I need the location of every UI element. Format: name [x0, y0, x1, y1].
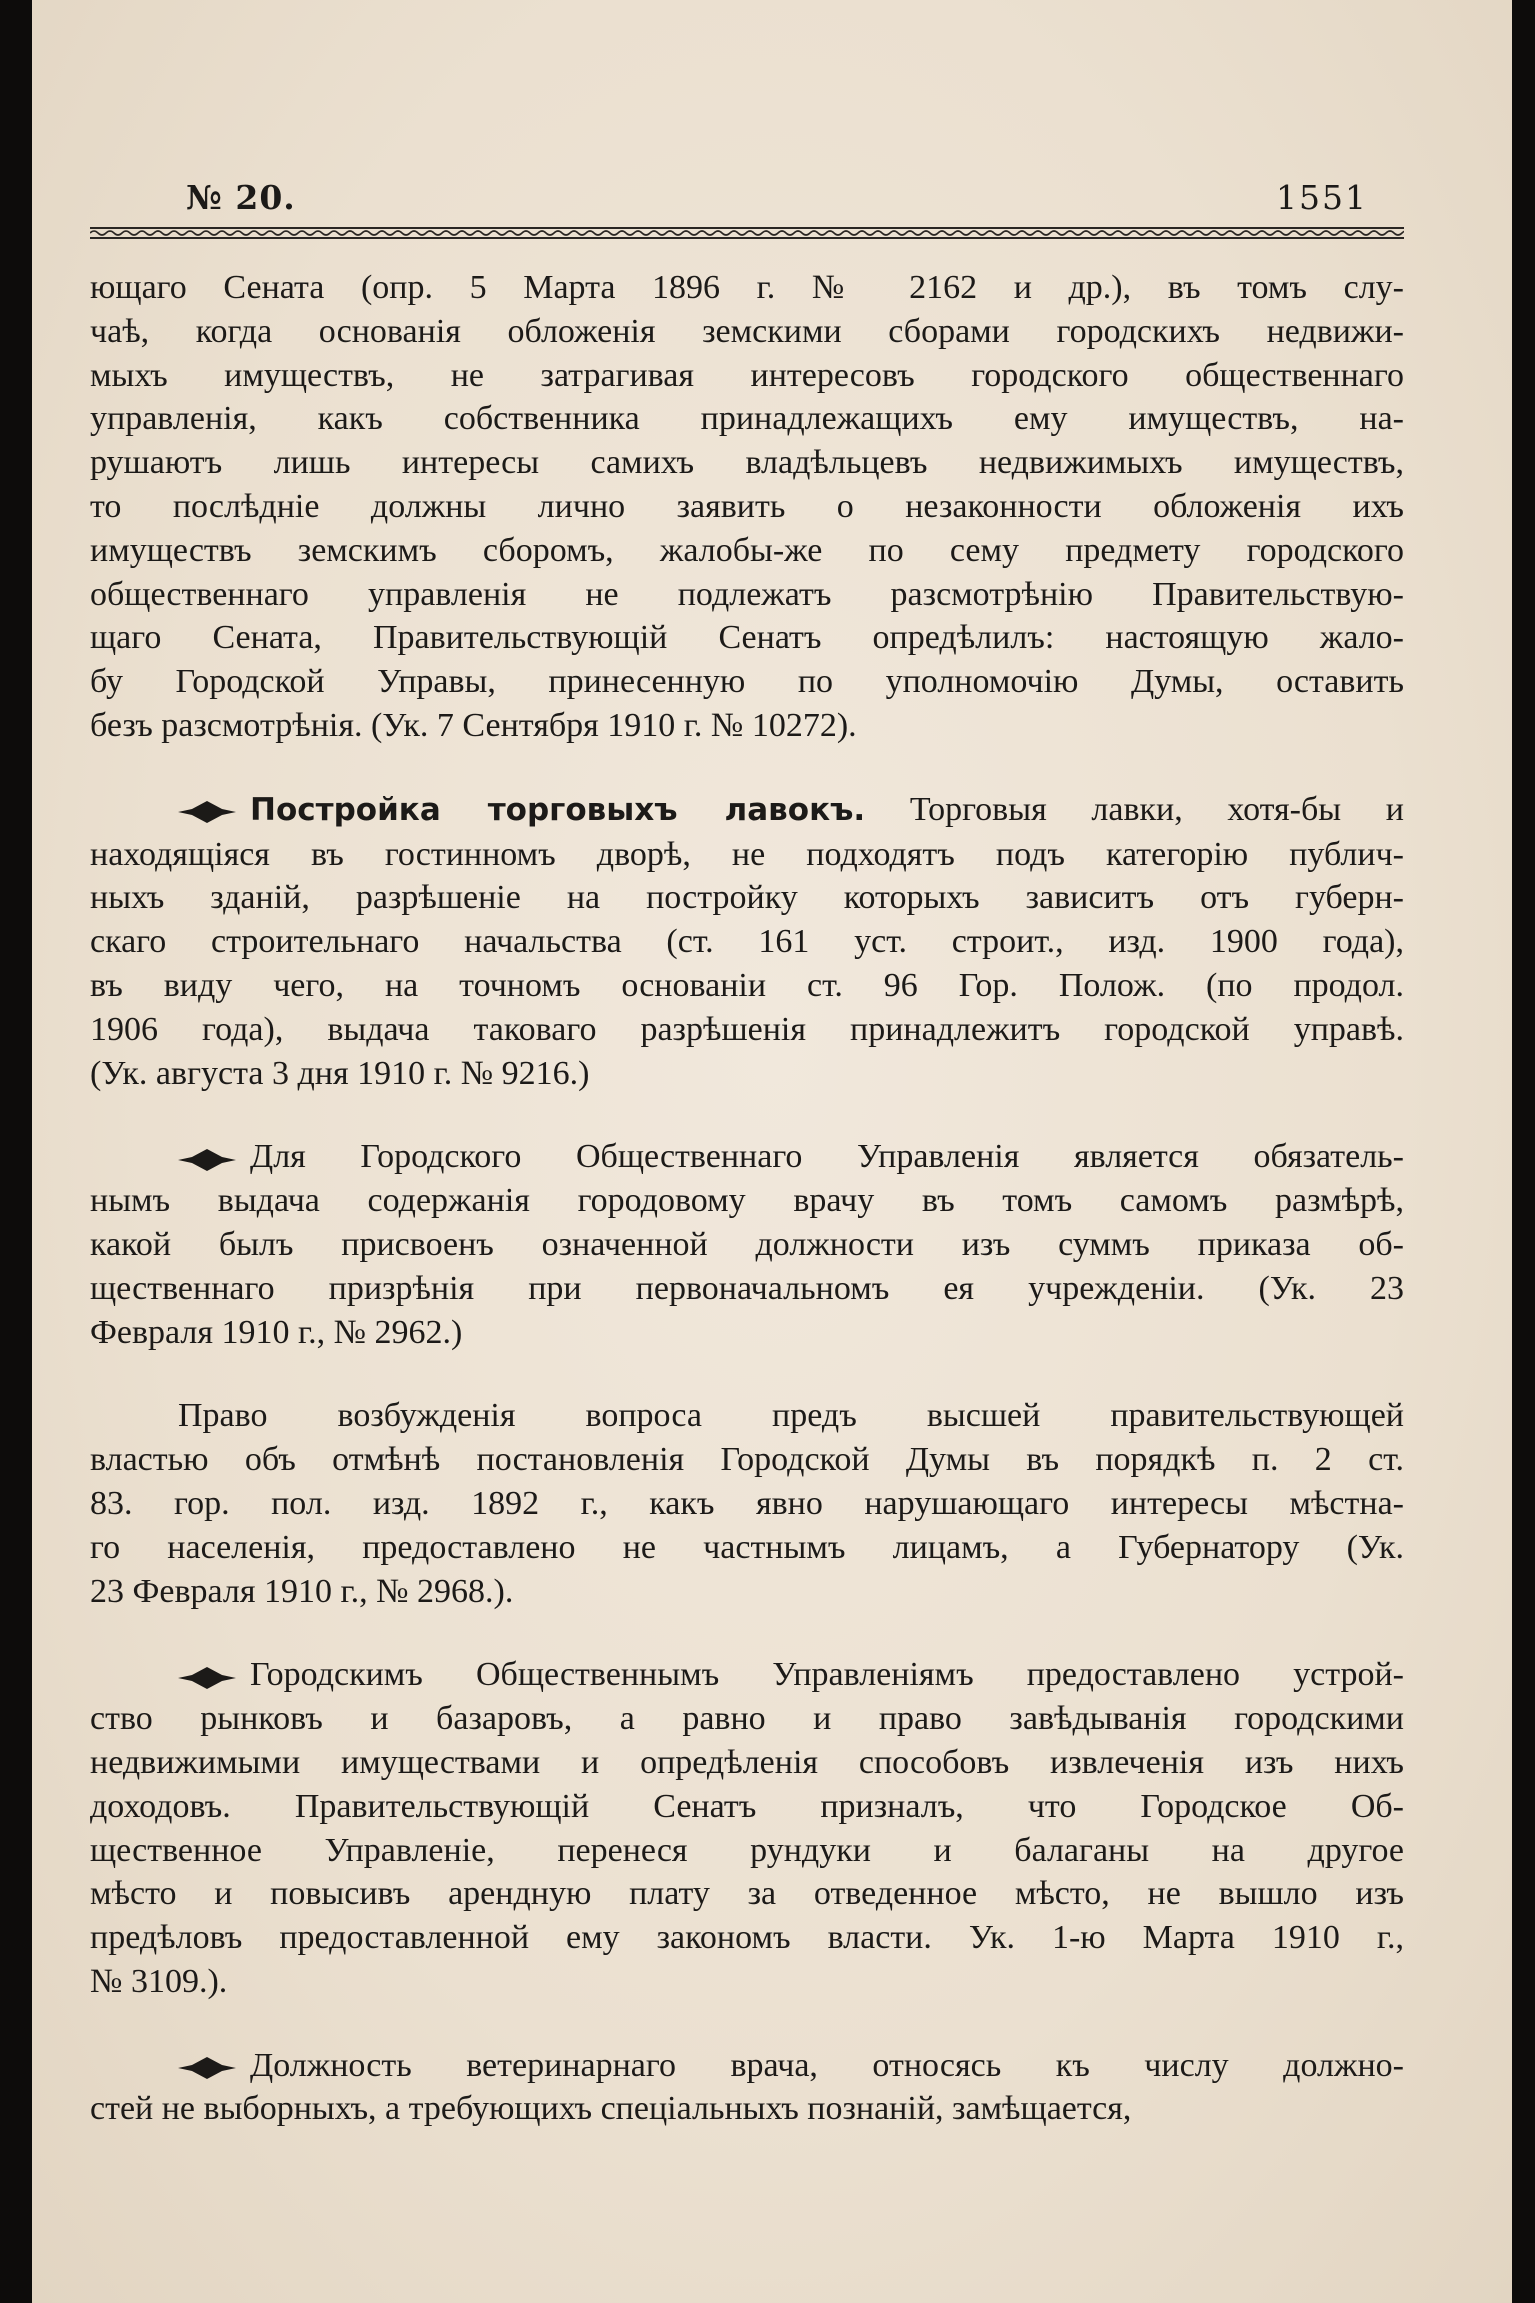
- text-line: № 3109.).: [90, 1962, 228, 2000]
- text-line: стей не выборныхъ, а требующихъ спеціальныхъ познаній, замѣщается,: [90, 2090, 1132, 2128]
- text-line: [90, 2044, 1404, 2088]
- text-line: [90, 788, 1404, 833]
- line-text: Для Городского Общественнаго Управленія является обязатель-: [250, 1138, 1404, 1176]
- text-line: щаго Сената, Правительствующій Сенатъ опредѣлилъ: настоящую жало-: [90, 619, 1404, 657]
- paragraph-gap: [90, 1354, 1404, 1394]
- paragraph-marker-icon: [178, 1667, 236, 1689]
- text-line: 83. гор. пол. изд. 1892 г., какъ явно нарушающаго интересы мѣстна-: [90, 1484, 1404, 1522]
- text-line: чаѣ, когда основанія обложенія земскими сборами городскихъ недвижи-: [90, 312, 1404, 350]
- line-text: Торговыя лавки, хотя-бы и: [909, 790, 1404, 828]
- text-line: имуществъ земскимъ сборомъ, жалобы-же по сему предмету городского: [90, 531, 1404, 569]
- text-line: [90, 1135, 1404, 1179]
- text-line: безъ разсмотрѣнія. (Ук. 7 Сентября 1910 г. № 10272).: [90, 706, 857, 744]
- text-line: то послѣдніе должны лично заявить о незаконности обложенія ихъ: [90, 487, 1404, 525]
- text-line: щественнаго призрѣнія при первоначальномъ ея учрежденіи. (Ук. 23: [90, 1269, 1404, 1307]
- text-line: общественнаго управленія не подлежатъ разсмотрѣнію Правительствую-: [90, 575, 1404, 613]
- paragraph-p3: [90, 1135, 1404, 1354]
- paragraph-p5: [90, 1653, 1404, 2003]
- text-line: въ виду чего, на точномъ основаніи ст. 96 Гор. Полож. (по продол.: [90, 966, 1404, 1004]
- text-line: управленія, какъ собственника принадлежащихъ ему имуществъ, на-: [90, 400, 1404, 438]
- paragraph-p1: [90, 266, 1404, 748]
- paragraph-gap: [90, 748, 1404, 788]
- page-header: [186, 178, 1412, 218]
- text-line: Февраля 1910 г., № 2962.): [90, 1313, 463, 1351]
- text-line: ющаго Сената (опр. 5 Марта 1896 г. № 2162 и др.), въ томъ слу-: [90, 269, 1404, 306]
- paragraph-gap: [90, 1613, 1404, 1653]
- text-line: [90, 1653, 1404, 1697]
- text-line: го населенія, предоставлено не частнымъ лицамъ, а Губернатору (Ук.: [90, 1528, 1404, 1566]
- paragraph-p6: [90, 2044, 1404, 2132]
- line-text: Право возбужденія вопроса предъ высшей правительствующей: [178, 1397, 1404, 1435]
- text-line: ныхъ зданій, разрѣшеніе на постройку которыхъ зависитъ отъ губерн-: [90, 879, 1404, 917]
- text-line: доходовъ. Правительствующій Сенатъ призналъ, что Городское Об-: [90, 1787, 1404, 1825]
- text-line: мѣсто и повысивъ арендную плату за отведенное мѣсто, не вышло изъ: [90, 1875, 1404, 1913]
- article-body: [90, 266, 1404, 2131]
- text-line: 1906 года), выдача таковаго разрѣшенія принадлежитъ городской управѣ.: [90, 1010, 1404, 1048]
- text-line: какой былъ присвоенъ означенной должности изъ суммъ приказа об-: [90, 1225, 1404, 1263]
- line-text: Городскимъ Общественнымъ Управленіямъ предоставлено устрой-: [250, 1656, 1404, 1694]
- decorative-wavy-rule: [90, 226, 1404, 240]
- issue-number: № 20.: [186, 178, 296, 217]
- paragraph-p4: [90, 1394, 1404, 1613]
- text-line: бу Городской Управы, принесенную по уполномочію Думы, оставить: [90, 663, 1404, 701]
- text-line: нымъ выдача содержанія городовому врачу въ томъ самомъ размѣрѣ,: [90, 1182, 1404, 1220]
- text-line: находящіяся въ гостинномъ дворѣ, не подходятъ подъ категорію публич-: [90, 835, 1404, 873]
- section-heading: Постройка торговыхъ лавокъ.: [250, 791, 866, 828]
- paragraph-gap: [90, 1095, 1404, 1135]
- text-line: щественное Управленіе, перенеся рундуки и балаганы на другое: [90, 1831, 1404, 1869]
- text-line: властью объ отмѣнѣ постановленія Городской Думы въ порядкѣ п. 2 ст.: [90, 1441, 1404, 1479]
- paragraph-marker-icon: [178, 1149, 236, 1171]
- paragraph-gap: [90, 2004, 1404, 2044]
- page-number: 1551: [1276, 178, 1368, 217]
- text-line: (Ук. августа 3 дня 1910 г. № 9216.): [90, 1054, 590, 1092]
- text-line: рушаютъ лишь интересы самихъ владѣльцевъ недвижимыхъ имуществъ,: [90, 444, 1404, 482]
- scanned-page: [32, 0, 1512, 2303]
- text-line: мыхъ имуществъ, не затрагивая интересовъ городского общественнаго: [90, 356, 1404, 394]
- text-line: предѣловъ предоставленной ему закономъ власти. Ук. 1-ю Марта 1910 г.,: [90, 1919, 1404, 1957]
- paragraph-marker-icon: [178, 2057, 236, 2079]
- line-text: Должность ветеринарнаго врача, относясь къ числу должно-: [250, 2046, 1404, 2084]
- text-line: ство рынковъ и базаровъ, а равно и право завѣдыванія городскими: [90, 1700, 1404, 1738]
- text-line: скаго строительнаго начальства (ст. 161 уст. строит., изд. 1900 года),: [90, 923, 1404, 961]
- text-line: [90, 1394, 1404, 1438]
- text-line: 23 Февраля 1910 г., № 2968.).: [90, 1572, 514, 1610]
- paragraph-p2: [90, 788, 1404, 1096]
- text-line: недвижимыми имуществами и опредѣленія способовъ извлеченія изъ нихъ: [90, 1743, 1404, 1781]
- paragraph-marker-icon: [178, 801, 236, 823]
